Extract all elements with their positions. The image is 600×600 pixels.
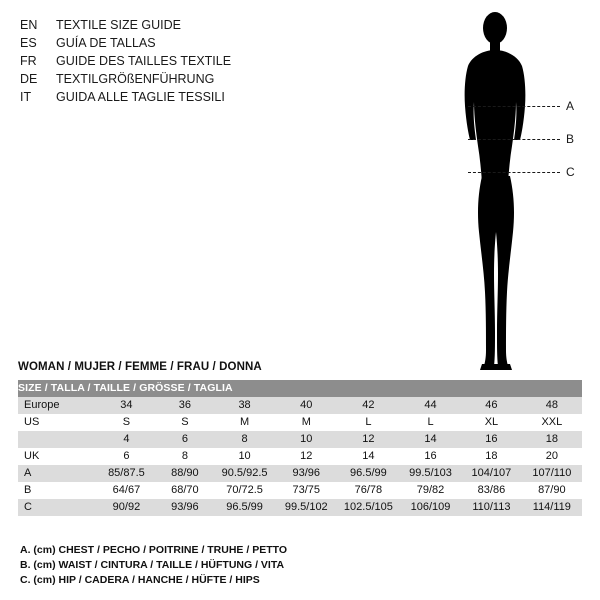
language-row [20,88,350,106]
table-cell: 6 [97,448,157,465]
female-silhouette-icon [440,6,550,371]
table-cell: 104/107 [461,465,522,482]
table-cell: 68/70 [156,482,213,499]
measure-line-b [468,139,560,140]
table-row [18,397,582,414]
measure-label-a: A [566,99,575,113]
language-code: IT [20,90,32,104]
row-label: B [18,482,97,499]
table-cell: 42 [337,397,400,414]
measure-line-a [468,106,560,107]
table-cell: 34 [97,397,157,414]
table-cell: 36 [156,397,213,414]
table-cell: 114/119 [522,499,582,516]
table-cell: XL [461,414,522,431]
table-cell: 90.5/92.5 [214,465,276,482]
table-cell: 4 [97,431,157,448]
table-cell: 38 [214,397,276,414]
table-cell: 88/90 [156,465,213,482]
table-cell: 106/109 [400,499,461,516]
table-cell: 93/96 [276,465,337,482]
row-label: C [18,499,97,516]
table-cell: 10 [276,431,337,448]
table-cell: L [400,414,461,431]
table-cell: 40 [276,397,337,414]
table-row [18,499,582,516]
language-text: GUIDA ALLE TAGLIE TESSILI [56,90,225,104]
language-row [20,34,350,52]
table-group-title: WOMAN / MUJER / FEMME / FRAU / DONNA [18,361,262,373]
table-cell: M [276,414,337,431]
measure-label-b: B [566,132,575,146]
table-cell: 10 [214,448,276,465]
table-row [18,431,582,448]
table-row [18,448,582,465]
footnote-chest: A. (cm) CHEST / PECHO / POITRINE / TRUHE / PETTO [20,544,288,556]
table-cell: 99.5/102 [276,499,337,516]
footnote-waist: B. (cm) WAIST / CINTURA / TAILLE / HÜFTUNG / VITA [20,559,285,571]
table-header-row [18,380,582,397]
table-cell: 107/110 [522,465,582,482]
table-cell: 16 [400,448,461,465]
table-cell: 76/78 [337,482,400,499]
table-cell: 90/92 [97,499,157,516]
language-row [20,70,350,88]
footnotes [20,543,580,588]
language-text: TEXTILE SIZE GUIDE [56,18,182,32]
table-cell: 44 [400,397,461,414]
language-code: FR [20,54,37,68]
table-cell: 46 [461,397,522,414]
table-cell: 8 [156,448,213,465]
table-cell: 83/86 [461,482,522,499]
table-cell: 20 [522,448,582,465]
table-row [18,482,582,499]
table-cell: L [337,414,400,431]
table-cell: 87/90 [522,482,582,499]
row-label: US [18,414,97,431]
measure-line-c [468,172,560,173]
measure-label-c: C [566,165,575,179]
female-figure [420,6,590,371]
table-cell: 96.5/99 [214,499,276,516]
table-cell: 79/82 [400,482,461,499]
table-cell: 99.5/103 [400,465,461,482]
table-cell: S [156,414,213,431]
language-header [20,16,350,106]
language-code: EN [20,18,38,32]
language-row [20,52,350,70]
row-label: Europe [18,397,97,414]
table-row [18,414,582,431]
table-cell: S [97,414,157,431]
table-cell: 18 [522,431,582,448]
table-cell: 73/75 [276,482,337,499]
table-cell: 6 [156,431,213,448]
language-row [20,16,350,34]
table-cell: 48 [522,397,582,414]
table-cell: 8 [214,431,276,448]
table-cell: 70/72.5 [214,482,276,499]
table-cell: 14 [400,431,461,448]
table-row [18,465,582,482]
language-text: GUIDE DES TAILLES TEXTILE [56,54,232,68]
table-cell: 12 [337,431,400,448]
language-text: GUÍA DE TALLAS [56,36,156,50]
table-header-label: SIZE / TALLA / TAILLE / GRÖSSE / TAGLIA [18,380,582,397]
size-table [18,380,582,516]
table-cell: 18 [461,448,522,465]
footnote-hip: C. (cm) HIP / CADERA / HANCHE / HÜFTE / HIPS [20,574,260,586]
table-cell: 16 [461,431,522,448]
row-label: UK [18,448,97,465]
row-label: A [18,465,97,482]
table-cell: 85/87.5 [97,465,157,482]
row-label [18,431,97,448]
table-cell: 110/113 [461,499,522,516]
table-cell: M [214,414,276,431]
table-cell: 96.5/99 [337,465,400,482]
language-code: DE [20,72,38,86]
table-cell: 93/96 [156,499,213,516]
table-cell: 14 [337,448,400,465]
language-code: ES [20,36,37,50]
table-cell: 64/67 [97,482,157,499]
table-cell: 102.5/105 [337,499,400,516]
table-cell: XXL [522,414,582,431]
language-text: TEXTILGRÖßENFÜHRUNG [56,72,215,86]
table-cell: 12 [276,448,337,465]
